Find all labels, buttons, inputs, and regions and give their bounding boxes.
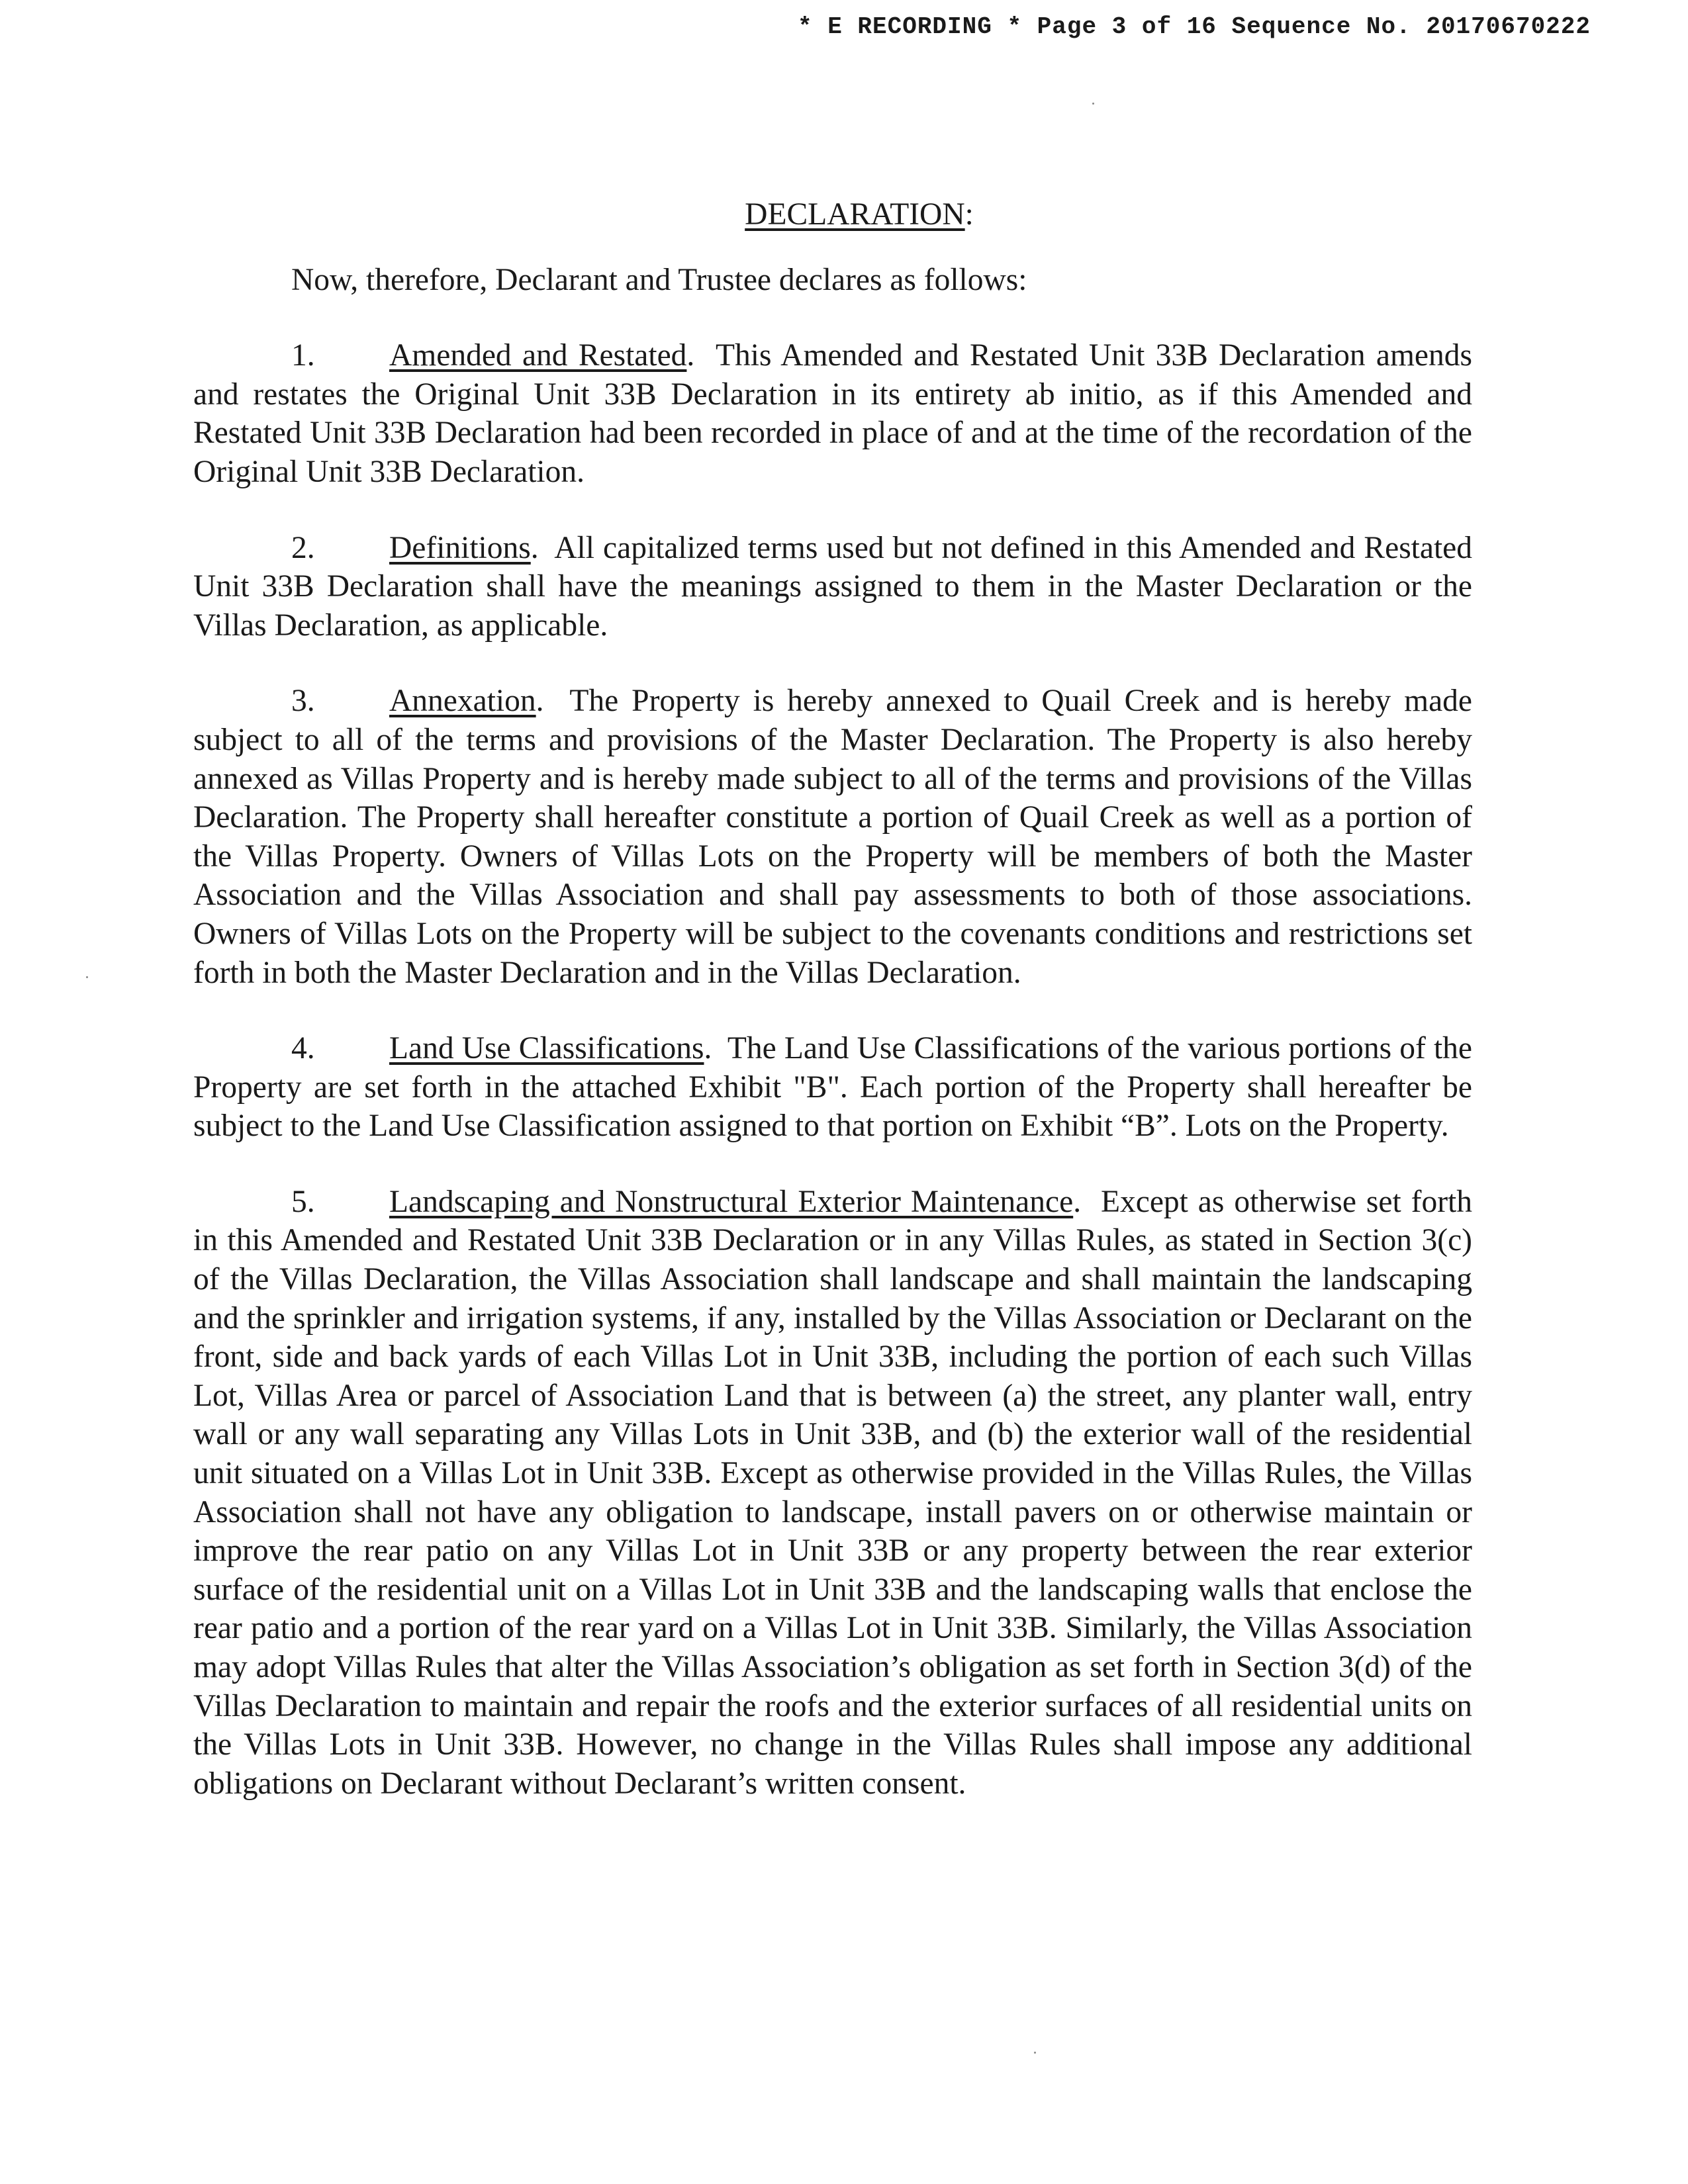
section-number: 2.	[291, 530, 315, 565]
section-heading-punct: .	[530, 530, 539, 565]
section-heading: Definitions	[389, 530, 531, 565]
section-heading-punct: .	[686, 338, 695, 373]
scan-speck	[1034, 2052, 1036, 2054]
section-paragraph	[193, 682, 1472, 992]
section-paragraph	[193, 1029, 1472, 1146]
section-heading: Land Use Classifications	[389, 1031, 704, 1066]
section-paragraph	[193, 336, 1472, 491]
section-body: Except as otherwise set forth in this Amended and Restated Unit 33B Declaration or in any Villas Rules, as stated in Section 3(c) of the Villas Declaration, the Villas Association shall landscape and shall maintain the landscaping and the sprinkler and irrigation systems, if any, installed by the Villas Association or Declarant on the front, side and back yards of each Villas Lot in Unit 33B, including the portion of each such Villas Lot, Villas Area or parcel of Association Land that is between (a) the street, any planter wall, entry wall or any wall separating any Villas Lots in Unit 33B, and (b) the exterior wall of the residential unit situated on a Villas Lot in Unit 33B. Except as otherwise provided in the Villas Rules, the Villas Association shall not have any obligation to landscape, install pavers on or otherwise maintain or improve the rear patio on any Villas Lot in Unit 33B or any property between the rear exterior surface of the residential unit on a Villas Lot in Unit 33B and the landscaping walls that enclose the rear patio and a portion of the rear yard on a Villas Lot in Unit 33B. Similarly, the Villas Association may adopt Villas Rules that alter the Villas Association’s obligation as set forth in Section 3(d) of the Villas Declaration to maintain and repair the roofs and the exterior surfaces of all residential units on the Villas Lots in Unit 33B. However, no change in the Villas Rules shall impose any additional obligations on Declarant without Declarant’s written consent.	[193, 1184, 1472, 1801]
title-suffix: :	[964, 197, 974, 232]
section-paragraph	[193, 1183, 1472, 1803]
section-body: All capitalized terms used but not defined in this Amended and Restated Unit 33B Declaration shall have the meanings assigned to them in the Master Declaration or the Villas Declaration, as applicable.	[193, 530, 1472, 643]
document-body	[193, 195, 1472, 1840]
section-heading-punct: .	[704, 1031, 712, 1066]
document-title	[193, 195, 1472, 234]
section-heading: Amended and Restated	[389, 338, 687, 373]
section-number: 5.	[291, 1184, 315, 1219]
scan-speck	[1092, 103, 1094, 105]
recording-stamp: * E RECORDING * Page 3 of 16 Sequence No. 20170670222	[798, 13, 1591, 40]
section-paragraph	[193, 529, 1472, 645]
section-heading-punct: .	[536, 684, 544, 719]
section-body: This Amended and Restated Unit 33B Declaration amends and restates the Original Unit 33B Declaration in its entirety ab initio, as if this Amended and Restated Unit 33B Declaration had been recorded in place of and at the time of the recordation of the Original Unit 33B Declaration.	[193, 338, 1472, 489]
section-body: The Land Use Classifications of the various portions of the Property are set forth in the attached Exhibit "B". Each portion of the Property shall hereafter be subject to the Land Use Classification assigned to that portion on Exhibit “B”. Lots on the Property.	[193, 1031, 1472, 1144]
section-number: 3.	[291, 684, 315, 719]
section-body: The Property is hereby annexed to Quail Creek and is hereby made subject to all of the terms and provisions of the Master Declaration. The Property is also hereby annexed as Villas Property and is hereby made subject to all of the terms and provisions of the Villas Declaration. The Property shall hereafter constitute a portion of Quail Creek as well as a portion of the Villas Property. Owners of Villas Lots on the Property will be members of both the Master Association and the Villas Association and shall pay assessments to both of those associations. Owners of Villas Lots on the Property will be subject to the covenants conditions and restrictions set forth in both the Master Declaration and in the Villas Declaration.	[193, 684, 1472, 990]
intro-paragraph: Now, therefore, Declarant and Trustee declares as follows:	[291, 262, 1027, 297]
scan-speck	[86, 976, 88, 978]
title-text: DECLARATION	[745, 197, 965, 232]
section-number: 4.	[291, 1031, 315, 1066]
section-heading: Landscaping and Nonstructural Exterior Maintenance	[389, 1184, 1074, 1219]
section-heading: Annexation	[389, 684, 536, 719]
section-number: 1.	[291, 338, 315, 373]
section-heading-punct: .	[1073, 1184, 1082, 1219]
